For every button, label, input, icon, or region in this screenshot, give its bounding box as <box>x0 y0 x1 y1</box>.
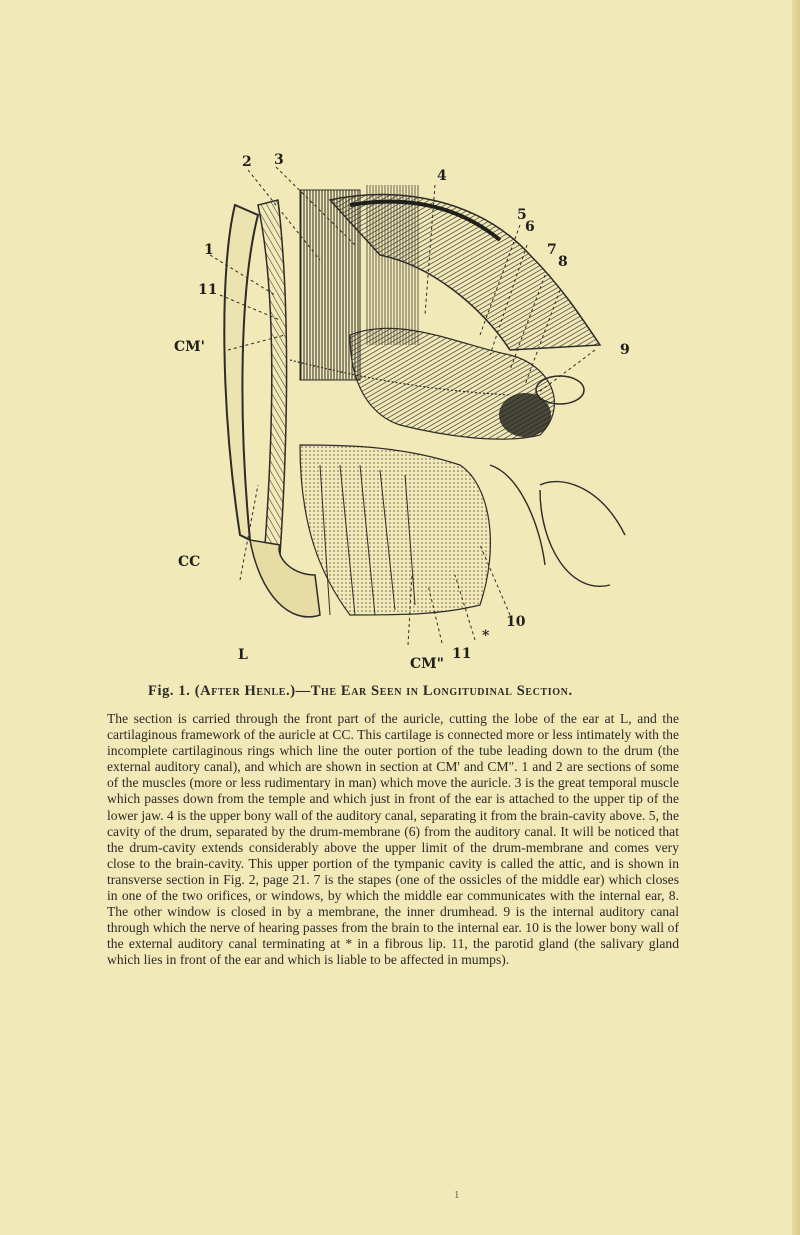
figure-caption <box>148 683 688 700</box>
fig-label-cm-prime: CM' <box>174 339 205 355</box>
ear-section-figure <box>174 145 650 675</box>
fig-label-1: 1 <box>204 242 214 258</box>
page-edge <box>792 0 800 1235</box>
fig-label-11-upper: 11 <box>198 282 218 298</box>
fig-label-2: 2 <box>242 154 252 170</box>
fig-label-10: 10 <box>506 614 526 630</box>
ear-section-illustration <box>180 145 650 675</box>
page-mark: 1 <box>454 1189 460 1201</box>
caption-fig-number: Fig. 1. <box>148 683 191 699</box>
fig-label-3: 3 <box>274 152 284 168</box>
fig-label-5: 5 <box>517 207 527 223</box>
fig-label-star: * <box>482 628 490 644</box>
figure-description: The section is carried through the front part of the auricle, cutting the lobe of the ear at L, and the cartilaginous framework of the auricle at CC. This cartilage is connected more or less intimately with the incomplete cartilaginous rings which line the outer portion of the tube leading down to the drum (the external auditory canal), and which are shown in section at CM' and CM". 1 and 2 are sections of some of the muscles (more or less rudimentary in man) which move the auricle. 3 is the great temporal muscle which passes down from the temple and which just in front of the ear is attached to the upper tip of the lower jaw. 4 is the upper bony wall of the auditory canal, separating it from the brain-cavity above. 5, the cavity of the drum, separated by the drum-membrane (6) from the auditory canal. It will be noticed that the drum-cavity extends considerably above the upper limit of the drum-membrane and comes very close to the brain-cavity. This upper portion of the tympanic cavity is called the attic, and is shown in transverse section in Fig. 2, page 21. 7 is the stapes (one of the ossicles of the middle ear) which closes in one of the two orifices, or windows, by which the middle ear communicates with the internal ear, 8. The other window is closed in by a membrane, the inner drumhead. 9 is the internal auditory canal through which the nerve of hearing passes from the brain to the internal ear. 10 is the lower bony wall of the external auditory canal terminating at * in a fibrous lip. 11, the parotid gland (the salivary gland which lies in front of the ear and which is liable to be affected in mumps). <box>107 711 679 968</box>
fig-label-8: 8 <box>558 254 568 270</box>
fig-label-9: 9 <box>620 342 630 358</box>
fig-label-cm-double-prime: CM" <box>410 656 444 672</box>
fig-label-cc: CC <box>178 554 201 570</box>
fig-label-11-lower: 11 <box>452 646 472 662</box>
fig-label-4: 4 <box>437 168 447 184</box>
fig-label-6: 6 <box>525 219 535 235</box>
caption-title: —The Ear Seen in Longitudinal Section. <box>295 683 573 699</box>
caption-source: (After Henle.) <box>194 683 296 699</box>
fig-label-7: 7 <box>547 242 557 258</box>
fig-label-l: L <box>238 647 248 663</box>
